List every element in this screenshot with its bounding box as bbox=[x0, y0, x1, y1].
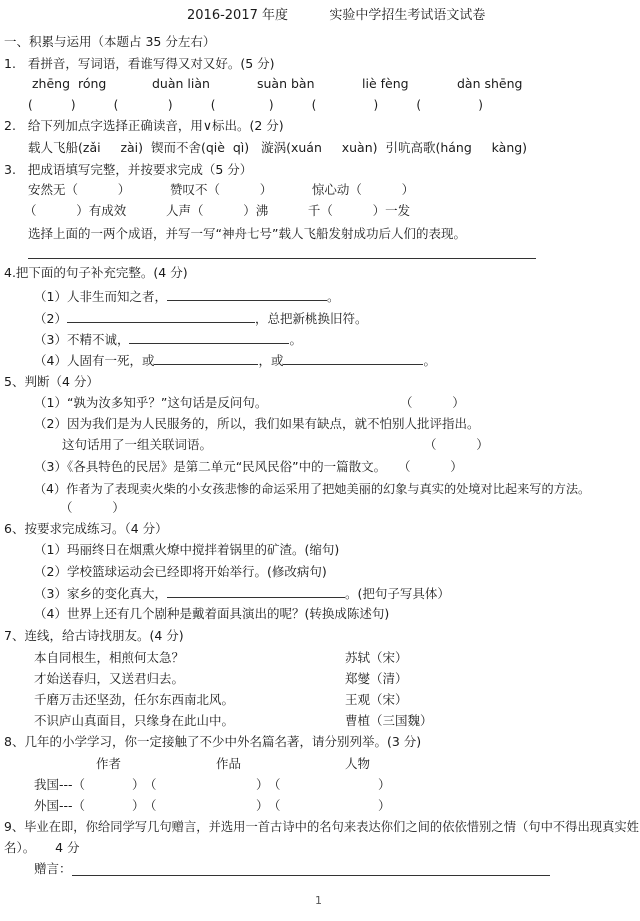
q5-blank-4[interactable]: （ ） bbox=[60, 500, 125, 515]
blank-line[interactable] bbox=[154, 352, 258, 365]
poet-name[interactable]: 郑燮（清） bbox=[345, 671, 408, 686]
q1-pinyin-3: suàn bàn bbox=[257, 76, 315, 91]
q6-item-1: （1）玛丽终日在烟熏火燎中搅拌着锅里的矿渣。(缩句) bbox=[34, 542, 340, 557]
poet-name[interactable]: 苏轼（宋） bbox=[345, 650, 408, 665]
document-title: 2016-2017 年度 实验中学招生考试语文试卷 bbox=[187, 8, 486, 23]
header-author: 作者 bbox=[96, 756, 122, 771]
q3-instruction: 选择上面的一两个成语，并写一写“神舟七号”载人飞船发射成功后人们的表现。 bbox=[28, 226, 466, 241]
poem-line[interactable]: 不识庐山真面目，只缘身在此山中。 bbox=[34, 713, 235, 728]
blank-line[interactable] bbox=[67, 310, 255, 323]
q1-stem: 1. 看拼音，写词语，看谁写得又对又好。(5 分) bbox=[4, 56, 275, 71]
q4-sentence-3: （3）不精不诚， 。 bbox=[34, 332, 302, 347]
q3-idioms-1[interactable]: 安然无（ ） 赞叹不（ ） 惊心动（ ） bbox=[28, 182, 415, 197]
q4-stem: 4.把下面的句子补充完整。(4 分) bbox=[4, 265, 188, 280]
page-number: 1 bbox=[315, 894, 322, 907]
q3-answer-line[interactable] bbox=[28, 258, 536, 259]
q6-item-4: （4）世界上还有几个剧种是戴着面具演出的呢？(转换成陈述句) bbox=[34, 606, 390, 621]
q3-idioms-2[interactable]: （ ）有成效 人声（ ）沸 千（ ）一发 bbox=[24, 203, 411, 218]
paren-close: ） bbox=[132, 777, 145, 792]
q5-item-1: （1）“孰为汝多知乎？”这句话是反问句。 bbox=[34, 395, 268, 410]
blank-line[interactable] bbox=[167, 288, 327, 301]
q9-stem: 9、毕业在即，你给同学写几句赠言，并选用一首古诗中的名句来表达你们之间的依依惜别之情（句中不得出现真实姓 bbox=[4, 820, 639, 834]
q8-stem: 8、几年的小学学习，你一定接触了不少中外名篇名著，请分别列举。(3 分) bbox=[4, 734, 422, 749]
q4-sentence-1: （1）人非生而知之者， 。 bbox=[34, 289, 340, 304]
paren-open: （ bbox=[144, 798, 157, 813]
header-work: 作品 bbox=[216, 756, 242, 771]
poem-line[interactable]: 本自同根生，相煎何太急？ bbox=[34, 650, 185, 665]
q5-stem: 5、判断（4 分） bbox=[4, 374, 99, 389]
paren-open: （ bbox=[268, 777, 281, 792]
q9-stem-cont: 名）。 4 分 bbox=[4, 840, 80, 855]
q7-stem: 7、连线，给古诗找朋友。(4 分) bbox=[4, 628, 184, 643]
q1-pinyin-5: dàn shēng bbox=[457, 76, 523, 91]
paren-close: ） bbox=[256, 777, 269, 792]
q1-pinyin-1: zhēng róng bbox=[32, 76, 107, 91]
poet-name[interactable]: 曹植（三国魏） bbox=[345, 713, 433, 728]
q5-item-4: （4）作者为了表现卖火柴的小女孩悲惨的命运采用了把她美丽的幻象与真实的处境对比起来写的方法。 bbox=[34, 482, 591, 496]
q6-stem: 6、按要求完成练习。（4 分） bbox=[4, 521, 168, 536]
q6-item-3: （3）家乡的变化真大， 。(把句子写具体） bbox=[34, 586, 450, 601]
blank-line[interactable] bbox=[167, 585, 345, 598]
paren-open: （ bbox=[268, 798, 281, 813]
q1-pinyin-2: duàn liàn bbox=[152, 76, 210, 91]
blank-line[interactable] bbox=[129, 331, 289, 344]
poem-line[interactable]: 才始送春归，又送君归去。 bbox=[34, 671, 185, 686]
q2-stem: 2. 给下列加点字选择正确读音，用∨标出。(2 分) bbox=[4, 118, 284, 133]
q5-blank-1[interactable]: （ ） bbox=[400, 395, 465, 410]
q5-item-2: （2）因为我们是为人民服务的，所以，我们如果有缺点，就不怕别人批评指出。 bbox=[34, 416, 480, 431]
q3-stem: 3. 把成语填写完整，并按要求完成（5 分） bbox=[4, 162, 253, 177]
q2-options[interactable]: 载人飞船(zǎi zài) 锲而不舍(qiè qì) 漩涡(xuán xuàn) 引吭高歌(háng kàng) bbox=[28, 140, 528, 155]
row-china-label: 我国---（ bbox=[34, 777, 86, 792]
q5-blank-2[interactable]: （ ） bbox=[424, 437, 489, 452]
paren-close: ） bbox=[378, 777, 391, 792]
q4-sentence-2: （2） ，总把新桃换旧符。 bbox=[34, 311, 368, 326]
poem-line[interactable]: 千磨万击还坚劲，任尔东西南北风。 bbox=[34, 692, 235, 707]
q4-sentence-4: （4）人固有一死，或 ，或 。 bbox=[34, 353, 436, 368]
row-foreign-label: 外国---（ bbox=[34, 798, 86, 813]
part-heading: 一、积累与运用（本题占 35 分左右） bbox=[4, 34, 216, 49]
blank-line[interactable] bbox=[283, 352, 423, 365]
q5-item-2-cont: 这句话用了一组关联词语。 bbox=[62, 437, 213, 452]
header-character: 人物 bbox=[345, 756, 371, 771]
poet-name[interactable]: 王观（宋） bbox=[345, 692, 408, 707]
paren-close: ） bbox=[378, 798, 391, 813]
q1-answer-blanks[interactable]: ( ) ( ) ( ) ( ) ( ) bbox=[28, 98, 483, 112]
q9-label: 赠言： bbox=[34, 861, 72, 876]
paren-open: （ bbox=[144, 777, 157, 792]
q1-pinyin-4: liè fèng bbox=[362, 76, 409, 91]
q5-item-3: （3）《各具特色的民居》是第二单元“民风民俗”中的一篇散文。 bbox=[34, 459, 387, 474]
paren-close: ） bbox=[256, 798, 269, 813]
q5-blank-3[interactable]: （ ） bbox=[398, 459, 463, 474]
q6-item-2: （2）学校篮球运动会已经即将开始举行。(修改病句) bbox=[34, 564, 327, 579]
paren-close: ） bbox=[132, 798, 145, 813]
q9-answer-line[interactable] bbox=[72, 875, 550, 876]
